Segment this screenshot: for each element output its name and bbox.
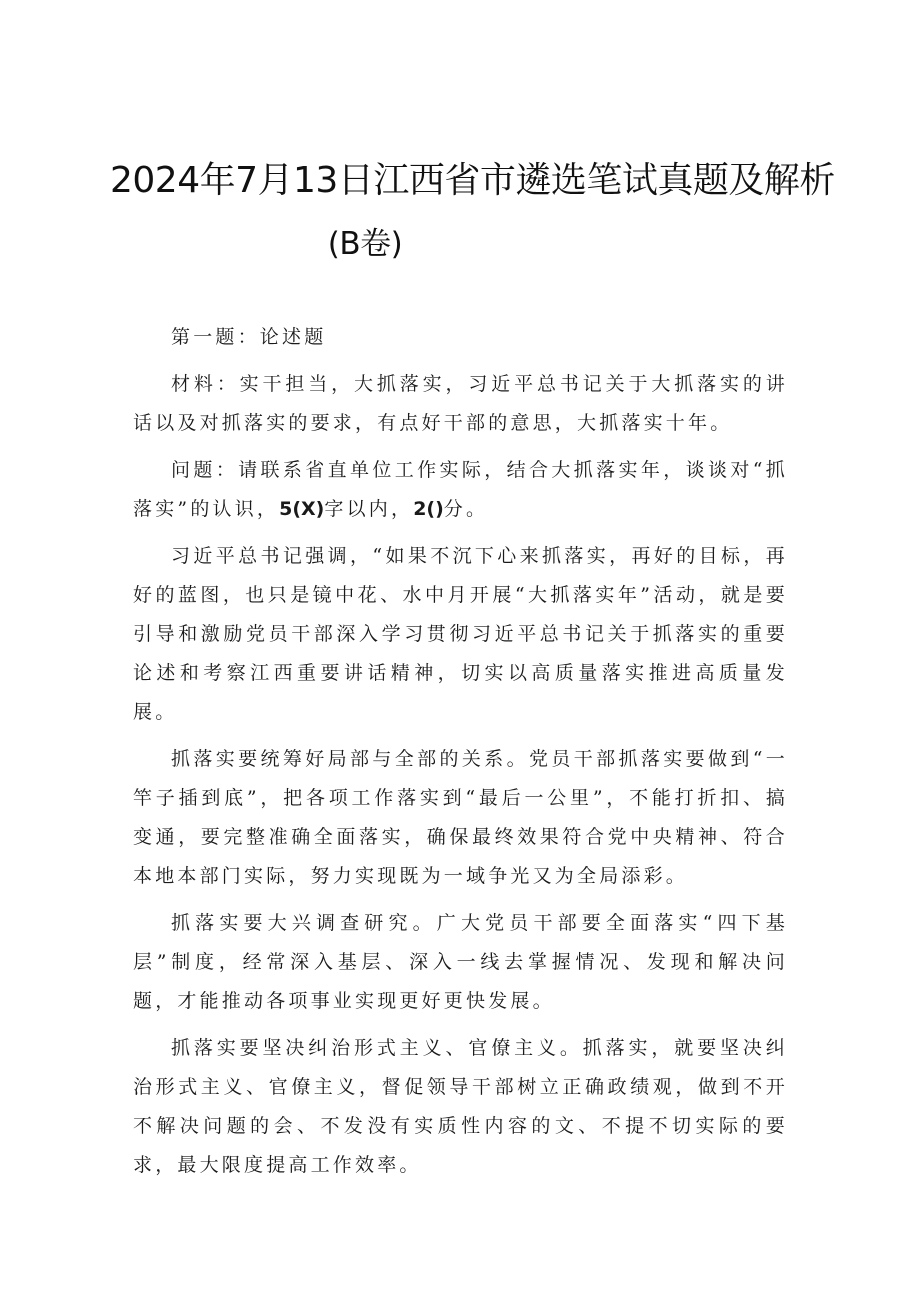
question-heading: 第一题：论述题 — [171, 326, 327, 348]
document-subtitle: (B卷) — [327, 226, 403, 262]
word-limit: 5(X) — [279, 498, 325, 520]
answer-paragraph: 抓落实要坚决纠治形式主义、官僚主义。抓落实，就要坚决纠治形式主义、官僚主义，督促领导干部树立正确政绩观，做到不开不解决问题的会、不发没有实质性内容的文、不提不切实际的要求，最大限度提高工作效率。 — [133, 1037, 788, 1176]
score-value: 2() — [413, 498, 444, 520]
material-paragraph: 材料：实干担当，大抓落实，习近平总书记关于大抓落实的讲话以及对抓落实的要求，有点好干部的意思，大抓落实十年。 — [133, 373, 788, 434]
question-paragraph — [133, 451, 788, 529]
question-text-2: 字以内， — [324, 498, 414, 520]
answer-paragraph: 抓落实要大兴调查研究。广大党员干部要全面落实“四下基层”制度，经常深入基层、深入一线去掌握情况、发现和解决问题，才能推动各项事业实现更好更快发展。 — [133, 912, 788, 1012]
answer-paragraph: 习近平总书记强调，“如果不沉下心来抓落实，再好的目标，再好的蓝图，也只是镜中花、水中月开展“大抓落实年”活动，就是要引导和激励党员干部深入学习贯彻习近平总书记关于抓落实的重要论述和考察江西重要讲话精神，切实以高质量落实推进高质量发展。 — [133, 545, 788, 723]
question-text-3: 分。 — [443, 498, 489, 520]
document-body — [133, 318, 788, 1185]
document-title: 2024年7月13日江西省市遴选笔试真题及解析 — [110, 160, 835, 201]
answer-paragraph: 抓落实要统筹好局部与全部的关系。党员干部抓落实要做到“一竿子插到底”，把各项工作落实到“最后一公里”，不能打折扣、搞变通，要完整准确全面落实，确保最终效果符合党中央精神、符合本地本部门实际，努力实现既为一域争光又为全局添彩。 — [133, 748, 788, 887]
question-text: 问题：请联系省直单位工作实际，结合大抓落实年，谈谈对“抓落实”的认识， — [133, 459, 788, 520]
